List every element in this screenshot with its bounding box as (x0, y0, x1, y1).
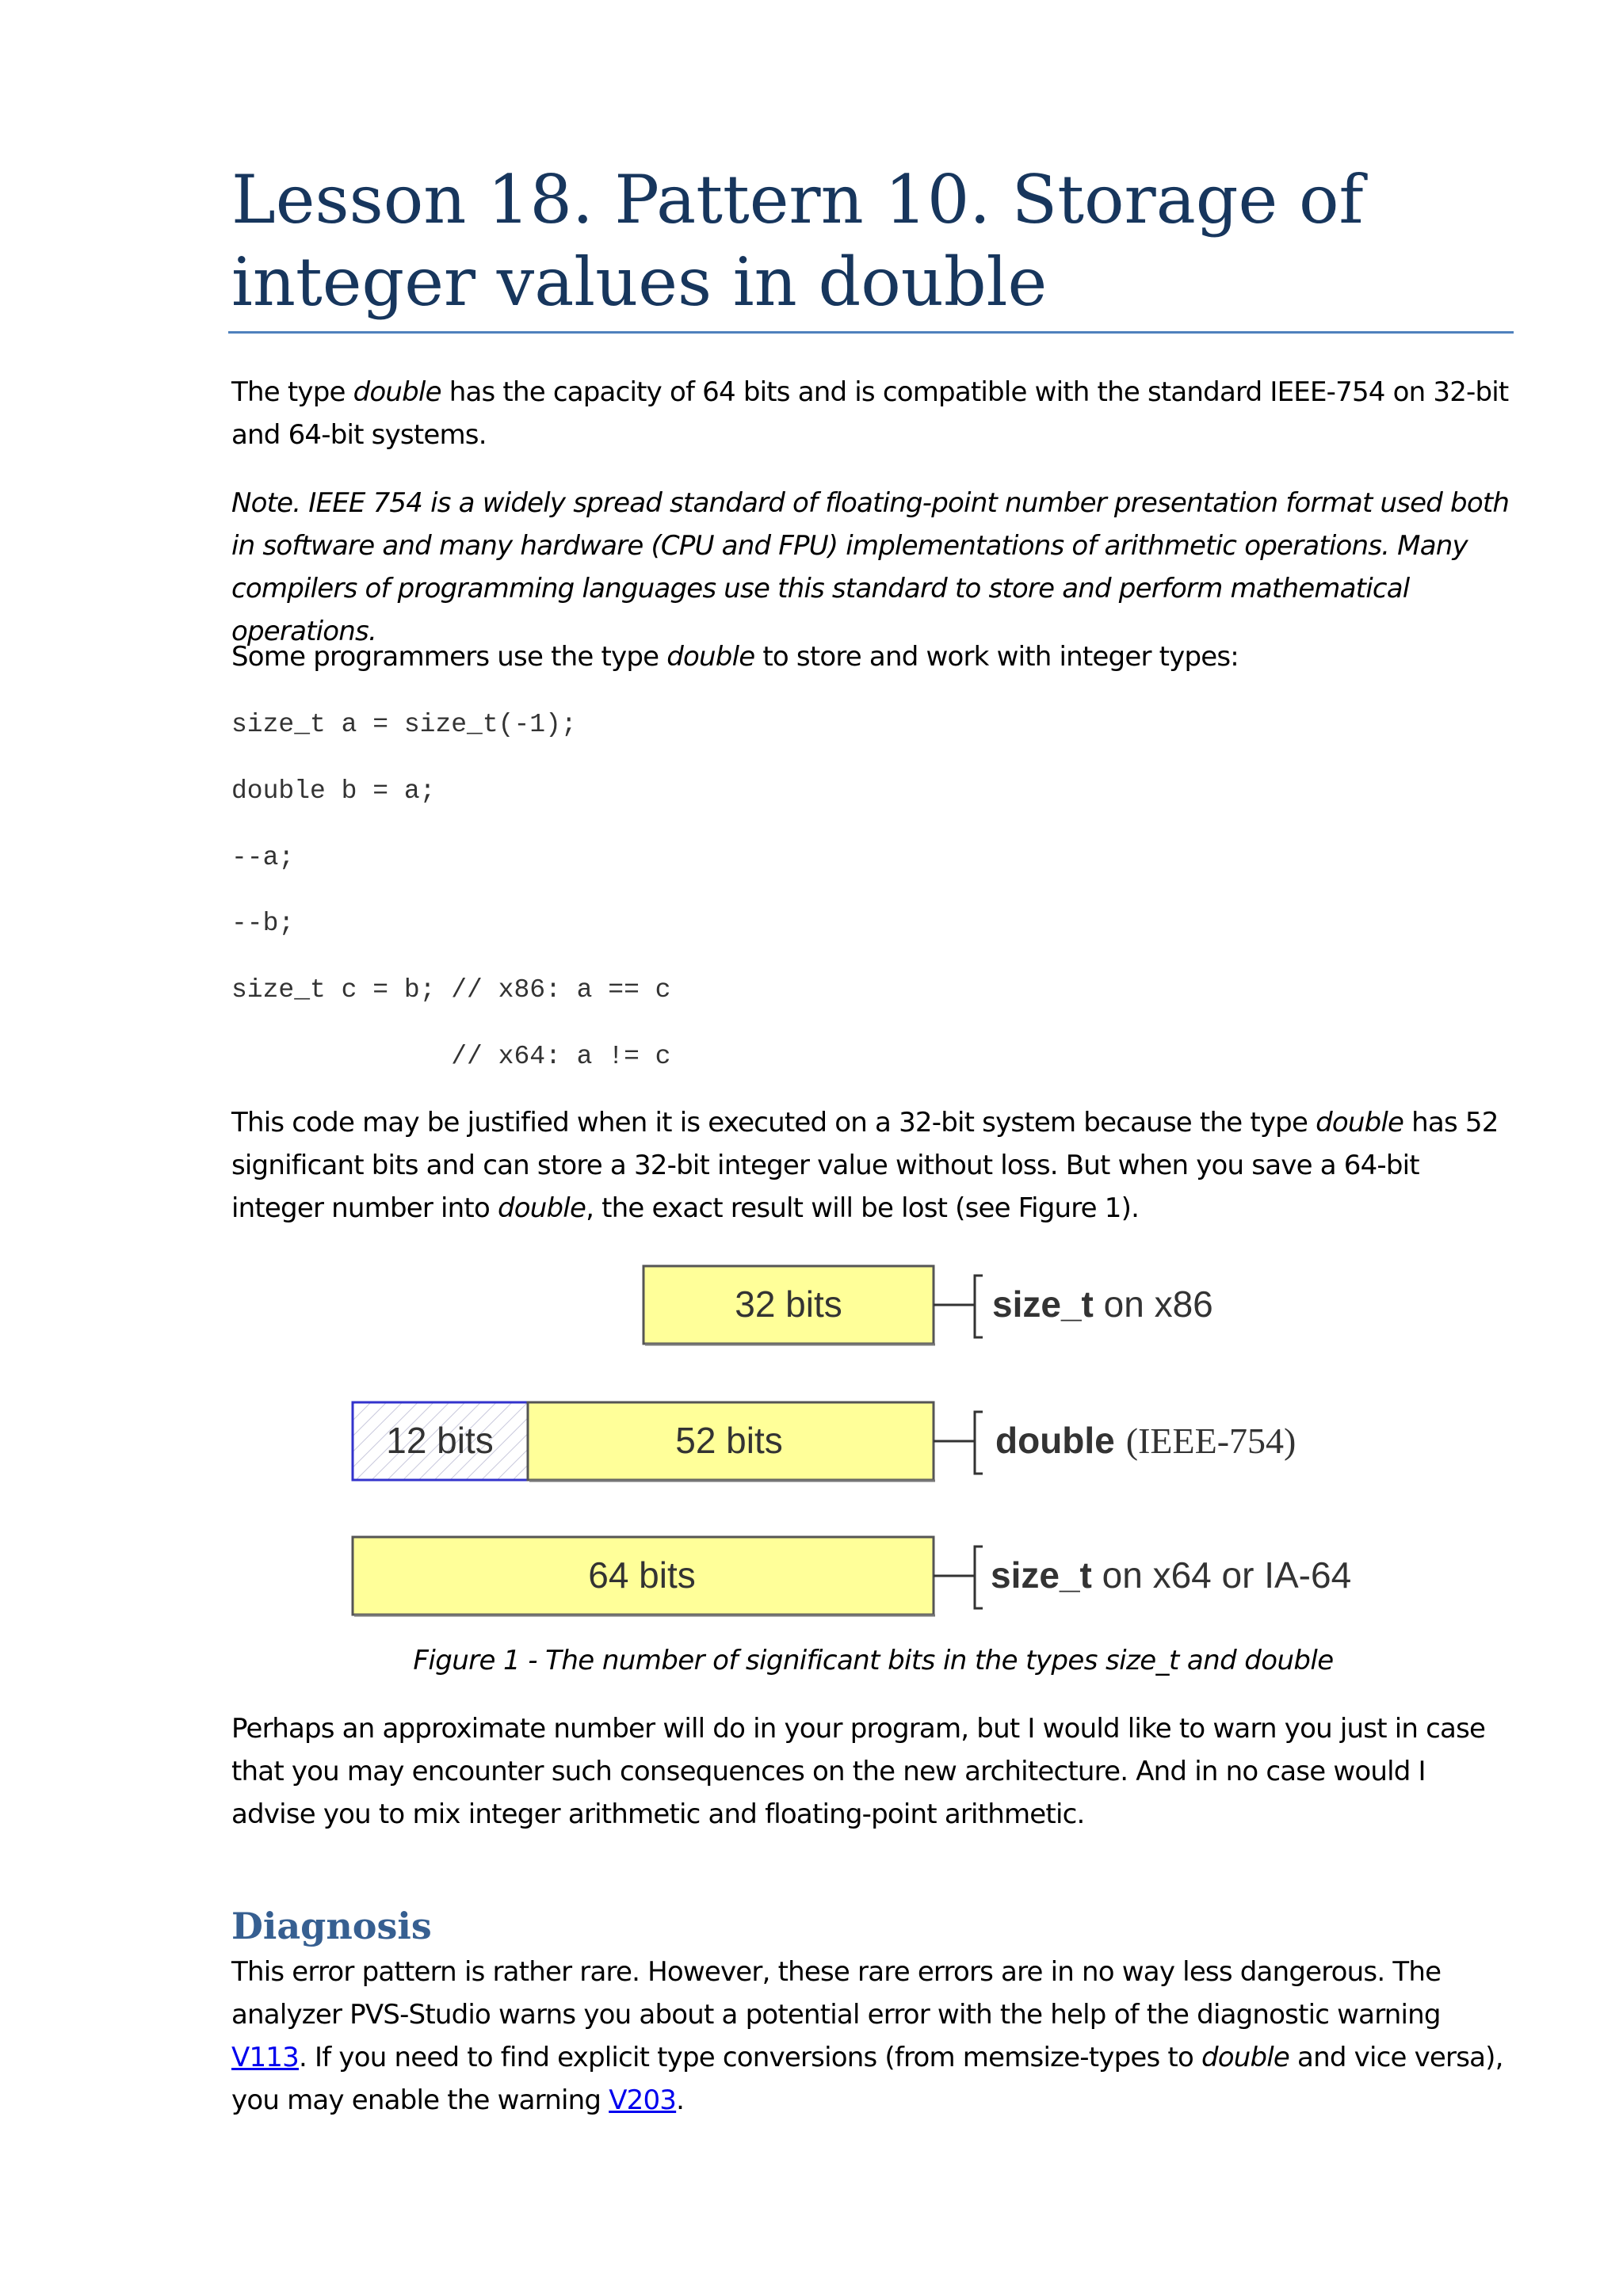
paragraph-integer-types: Some programmers use the type double to store and work with integer types: (231, 641, 1239, 673)
section-heading-diagnosis: Diagnosis (231, 1905, 432, 1947)
code-line-5: size_t c = b; // x86: a == c (231, 975, 671, 1005)
code-line-1: size_t a = size_t(-1); (231, 710, 577, 739)
link-v113[interactable]: V113 (231, 2042, 299, 2073)
emphasis-double: double (1201, 2042, 1290, 2073)
code-line-4: --b; (231, 909, 295, 938)
label-double-ieee: double (IEEE-754) (995, 1420, 1296, 1461)
note-paragraph: Note. IEEE 754 is a widely spread standard of floating-point number presentation format used both in software and many hardware (CPU and FPU) implementations of arithmetic operations. Many compilers of programming languages use this standard to store and perform mathematical operations. (231, 487, 1510, 647)
paragraph-justification: This code may be justified when it is executed on a 32-bit system because the type double has 52 significant bits and can store a 32-bit integer value without loss. But when you save a 64-bit integer number into double, the exact result will be lost (see Figure 1). (231, 1107, 1499, 1224)
link-v203[interactable]: V203 (609, 2084, 677, 2116)
code-line-3: --a; (231, 843, 295, 872)
emphasis-double: double (1316, 1107, 1404, 1138)
label-size-t-x64: size_t on x64 or IA-64 (991, 1554, 1352, 1596)
emphasis-double: double (353, 376, 441, 408)
box-52-bits-label: 52 bits (675, 1420, 783, 1461)
box-32-bits-label: 32 bits (735, 1283, 842, 1325)
emphasis-double: double (666, 641, 755, 673)
emphasis-double: double (497, 1192, 586, 1224)
code-line-6: // x64: a != c (231, 1042, 671, 1071)
bracket-row-1 (975, 1276, 983, 1337)
title-divider (228, 331, 1514, 334)
bits-figure (0, 1252, 1623, 1624)
figure-caption: Figure 1 - The number of significant bits in the types size_t and double (413, 1645, 1334, 1676)
box-12-bits-label: 12 bits (386, 1420, 494, 1461)
label-size-t-x86: size_t on x86 (992, 1283, 1213, 1325)
paragraph-warning: Perhaps an approximate number will do in your program, but I would like to warn you just in case that you may encounter such consequences on the new architecture. And in no case would I advise you to mix integer arithmetic and floating-point arithmetic. (231, 1713, 1486, 1830)
diagnosis-paragraph: This error pattern is rather rare. However, these rare errors are in no way less dangerous. The analyzer PVS-Studio warns you about a potential error with the help of the diagnostic warning V113. If you need to find explicit type conversions (from memsize-types to double and vice versa), you may enable the warning V203. (231, 1956, 1503, 2116)
bracket-row-2 (975, 1412, 983, 1474)
bracket-row-3 (975, 1547, 983, 1608)
page-title: Lesson 18. Pattern 10. Storage of integer values in double (231, 161, 1364, 321)
intro-paragraph: The type double has the capacity of 64 bits and is compatible with the standard IEEE-754 on 32-bit and 64-bit systems. (231, 376, 1509, 451)
box-64-bits-label: 64 bits (588, 1554, 696, 1596)
code-line-2: double b = a; (231, 776, 436, 806)
